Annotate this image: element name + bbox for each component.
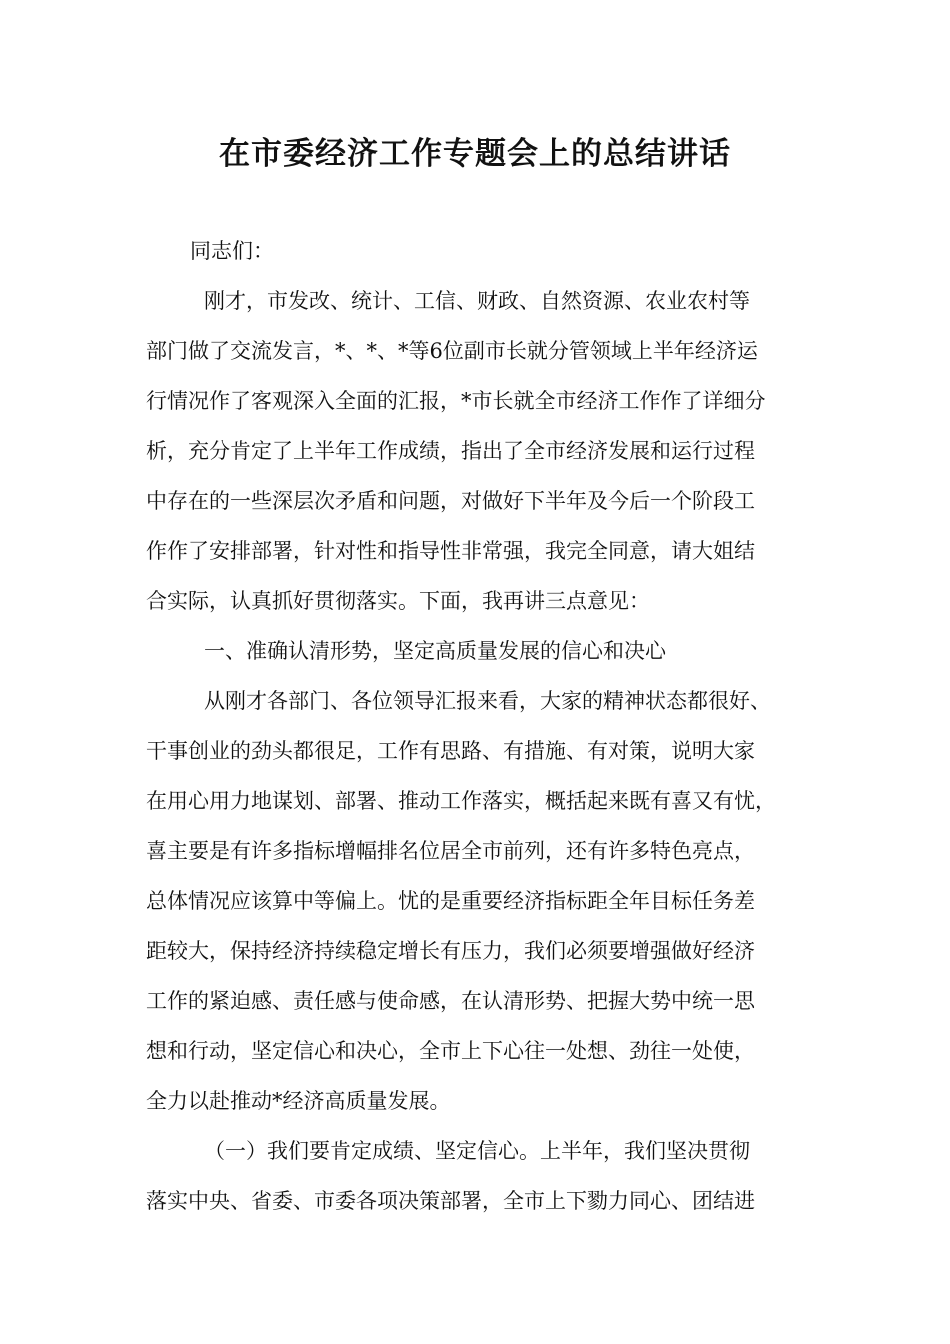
paragraph-line: 从刚才各部门、各位领导汇报来看，大家的精神状态都很好、 [204,689,771,713]
paragraph-line: 析，充分肯定了上半年工作成绩，指出了全市经济发展和运行过程 [146,439,755,463]
salutation-line: 同志们： [190,239,274,263]
section-heading: 一、准确认清形势，坚定高质量发展的信心和决心 [204,639,666,663]
paragraph-line: 行情况作了客观深入全面的汇报，*市长就全市经济工作作了详细分 [146,389,766,413]
subsection-line: （一）我们要肯定成绩、坚定信心。上半年，我们坚决贯彻 [204,1139,750,1163]
paragraph-line: 合实际，认真抓好贯彻落实。下面，我再讲三点意见： [146,589,650,613]
page-title: 在市委经济工作专题会上的总结讲话 [219,136,731,172]
paragraph-line: 落实中央、省委、市委各项决策部署，全市上下勠力同心、团结进 [146,1189,755,1213]
paragraph-line: 在用心用力地谋划、部署、推动工作落实，概括起来既有喜又有忧， [146,789,776,813]
paragraph-line: 作作了安排部署，针对性和指导性非常强，我完全同意，请大姐结 [146,539,755,563]
paragraph-line: 全力以赴推动*经济高质量发展。 [146,1089,451,1113]
paragraph-line: 喜主要是有许多指标增幅排名位居全市前列，还有许多特色亮点， [146,839,755,863]
paragraph-line: 工作的紧迫感、责任感与使命感，在认清形势、把握大势中统一思 [146,989,755,1013]
paragraph-line: 中存在的一些深层次矛盾和问题，对做好下半年及今后一个阶段工 [146,489,755,513]
paragraph-line: 部门做了交流发言，*、*、*等6位副市长就分管领域上半年经济运 [146,339,758,363]
paragraph-line: 距较大，保持经济持续稳定增长有压力，我们必须要增强做好经济 [146,939,755,963]
paragraph-line: 总体情况应该算中等偏上。忧的是重要经济指标距全年目标任务差 [146,889,755,913]
paragraph-line: 想和行动，坚定信心和决心，全市上下心往一处想、劲往一处使， [146,1039,755,1063]
paragraph-line: 干事创业的劲头都很足，工作有思路、有措施、有对策，说明大家 [146,739,755,763]
paragraph-line: 刚才，市发改、统计、工信、财政、自然资源、农业农村等 [204,289,750,313]
